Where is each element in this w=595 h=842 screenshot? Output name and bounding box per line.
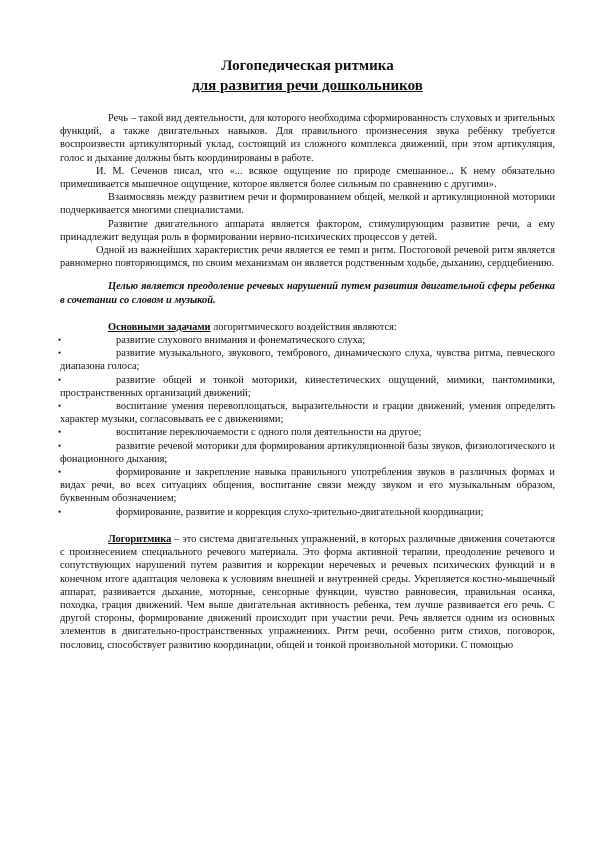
list-item-text: развитие музыкального, звукового, тембрового, динамического слуха, чувства ритма, певческого диапазона голоса; bbox=[60, 348, 555, 373]
list-item-text: воспитание переключаемости с одного поля деятельности на другое; bbox=[116, 427, 422, 439]
list-item-text: формирование и закрепление навыка правильного употребления звуков в различных формах и видах речи, во всех ситуациях общения, воспитание связи между звуком и его музыкальным образом, буквенным обозначением; bbox=[60, 467, 555, 505]
bullet-icon: • bbox=[58, 348, 62, 359]
goal-paragraph: Целью является преодоление речевых нарушений путем развития двигательной сферы ребенка в сочетании со словом и музыкой. bbox=[60, 281, 555, 306]
logorhythm-term: Логоритмика bbox=[108, 533, 172, 545]
logorhythm-paragraph bbox=[60, 533, 555, 652]
title-line-2: для развития речи дошкольников bbox=[192, 78, 423, 94]
list-item bbox=[60, 440, 555, 466]
tasks-list bbox=[60, 334, 555, 519]
list-item-text: воспитание умения перевоплощаться, выразительности и грации движений, умения определять характер музыки, согласовывать ее с движениями; bbox=[60, 401, 555, 426]
title-line-1: Логопедическая ритмика bbox=[221, 58, 394, 74]
list-item bbox=[60, 374, 555, 400]
intro-paragraph-4: Развитие двигательного аппарата является фактором, стимулирующим развитие речи, а ему принадлежит ведущая роль в формировании нервно-психических процессов у детей. bbox=[60, 218, 555, 243]
intro-paragraph-2: И. М. Сеченов писал, что «... всякое ощущение по природе смешанное... К нему обязательно примешивается мышечное ощущение, которое является более сильным по сравнению с другими». bbox=[60, 165, 555, 191]
list-item-text: формирование, развитие и коррекция слухо-зрительно-двигательной координации; bbox=[116, 506, 484, 518]
intro-paragraph-1: Речь – такой вид деятельности, для которого необходима сформированность слуховых и зрительных функций, а также двигательных навыков. Для правильного произнесения звука ребёнку требуется воспроизвести артикуляторный уклад, состоящий из сложного комплекса движений, при этом артикуляция, голос и дыхание должны быть координированы в работе. bbox=[60, 113, 555, 164]
list-item-text: развитие речевой моторики для формирования артикуляционной базы звуков, физиологического и фонационного дыхания; bbox=[60, 440, 555, 465]
list-item bbox=[60, 400, 555, 426]
logorhythm-text: – это система двигательных упражнений, в которых различные движения сочетаются с произнесением специального речевого материала. Это форма активной терапии, преодоление речевого и сопутствующих нарушений путем развития и коррекции неречевых и речевых психических функций и в конечном итоге адаптация человека к условиям внешней и внутренней среды. Укрепляется костно-мышечный аппарат, развивается дыхание, моторные, сенсорные функции, чувство равновесия, правильная осанка, походка, грация движений. Чем выше двигательная активность ребенка, тем лучше развивается его речь. С другой стороны, формирование движений происходит при участии речи. Речь является одним из основных элементов в двигательно-пространственных упражнениях. Ритм речи, особенно ритм стихов, поговорок, пословиц, способствует развитию координации, общей и тонкой произвольной моторики. С помощью bbox=[60, 533, 555, 651]
list-item-text: развитие слухового внимания и фонематического слуха; bbox=[116, 335, 366, 347]
intro-paragraph-5: Одной из важнейших характеристик речи является ее темп и ритм. Постоговой речевой ритм является равномерно повторяющимся, по своим механизмам он является родственным ходьбе, дыханию, сердцебиению. bbox=[60, 245, 555, 270]
list-item bbox=[60, 347, 555, 373]
tasks-intro bbox=[60, 321, 555, 334]
bullet-icon: • bbox=[58, 335, 62, 346]
list-item bbox=[60, 334, 555, 347]
document-title bbox=[60, 56, 555, 96]
bullet-icon: • bbox=[58, 374, 62, 385]
list-item bbox=[60, 506, 555, 519]
bullet-icon: • bbox=[58, 467, 62, 478]
bullet-icon: • bbox=[58, 440, 62, 451]
list-item bbox=[60, 466, 555, 506]
bullet-icon: • bbox=[58, 401, 62, 412]
bullet-icon: • bbox=[58, 506, 62, 517]
intro-paragraph-3: Взаимосвязь между развитием речи и формированием общей, мелкой и артикуляционной моторики подчеркивается многими специалистами. bbox=[60, 192, 555, 217]
list-item bbox=[60, 426, 555, 439]
tasks-heading-rest: логоритмического воздействия являются: bbox=[210, 321, 397, 333]
tasks-heading: Основными задачами bbox=[108, 321, 211, 333]
bullet-icon: • bbox=[58, 427, 62, 438]
list-item-text: развитие общей и тонкой моторики, кинестетических ощущений, мимики, пантомимики, пространственных организаций движений; bbox=[60, 374, 555, 399]
